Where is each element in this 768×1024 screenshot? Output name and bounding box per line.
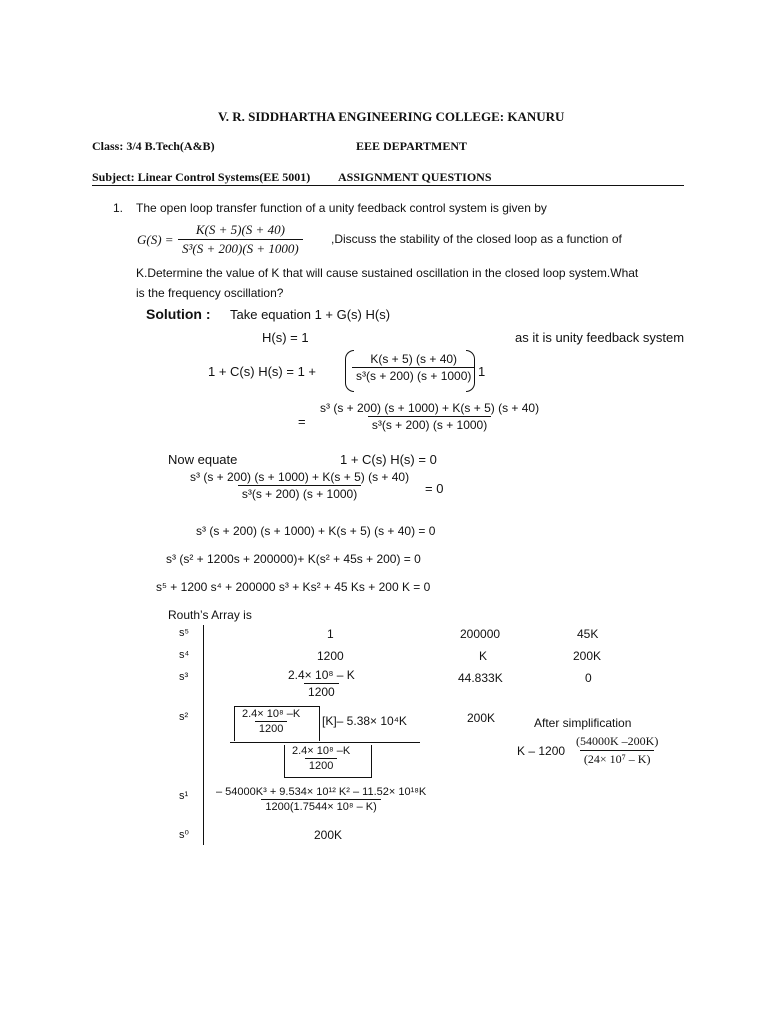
- transfer-function-numerator: K(S + 5)(S + 40): [195, 222, 285, 237]
- hs-note: as it is unity feedback system: [515, 330, 685, 345]
- routh-s2-upper-denominator: 1200: [255, 721, 287, 735]
- solution-take: Take equation 1 + G(s) H(s): [230, 307, 391, 322]
- routh-power-s1: s¹: [179, 790, 189, 802]
- now-equate-label: Now equate: [168, 452, 238, 467]
- routh-power-s3: s³: [179, 671, 189, 683]
- routh-s4-c2: K: [479, 649, 488, 663]
- eq3-rhs: = 0: [425, 481, 444, 496]
- eq1-lhs: 1 + C(s) H(s) = 1 +: [208, 364, 316, 379]
- routh-s5-c3: 45K: [577, 627, 599, 641]
- after-simplification-label: After simplification: [534, 716, 632, 730]
- routh-s2-mid: [K]– 5.38× 10⁴K: [322, 714, 407, 728]
- eq1-numerator: K(s + 5) (s + 40): [370, 352, 458, 366]
- routh-power-s0: s⁰: [179, 829, 189, 841]
- eq2-numerator: s³ (s + 200) (s + 1000) + K(s + 5) (s + 40): [320, 401, 540, 415]
- routh-title: Routh’s Array is: [168, 608, 252, 622]
- k-expression-lhs: K – 1200: [517, 744, 566, 758]
- routh-s3-c1-denominator: 1200: [304, 683, 339, 699]
- eq6: s⁵ + 1200 s⁴ + 200000 s³ + Ks² + 45 Ks + 200 K = 0: [156, 580, 431, 594]
- routh-power-s4: s⁴: [179, 649, 190, 661]
- question-line-1: The open loop transfer function of a unity feedback control system is given by: [136, 201, 547, 215]
- assignment-label: ASSIGNMENT QUESTIONS: [338, 170, 492, 184]
- routh-power-s2: s²: [179, 711, 189, 723]
- routh-s1-denominator: 1200(1.7544× 10⁸ – K): [261, 799, 380, 813]
- eq2-denominator: s³(s + 200) (s + 1000): [368, 416, 491, 432]
- eq1-tail: 1: [478, 364, 486, 379]
- eq5: s³ (s² + 1200s + 200000)+ K(s² + 45s + 200) = 0: [166, 552, 421, 566]
- class-label: Class: 3/4 B.Tech(A&B): [92, 139, 215, 153]
- routh-s2-upper-numerator: 2.4× 10⁸ –K: [242, 708, 301, 720]
- routh-s5-c1: 1: [327, 627, 334, 641]
- eq2-fraction: [316, 401, 543, 432]
- college-title: V. R. SIDDHARTHA ENGINEERING COLLEGE: KANURU: [218, 109, 565, 124]
- routh-s4-c1: 1200: [317, 649, 344, 663]
- eq3-numerator: s³ (s + 200) (s + 1000) + K(s + 5) (s + 40): [190, 470, 410, 484]
- hs-equation: H(s) = 1: [262, 330, 309, 345]
- routh-s2-main-bar: [230, 742, 420, 743]
- routh-vertical-line: [203, 625, 204, 845]
- question-number: 1.: [113, 201, 124, 215]
- routh-s1-numerator: – 54000K³ + 9.534× 10¹² K² – 11.52× 10¹⁸K: [216, 786, 427, 798]
- department-label: EEE DEPARTMENT: [356, 139, 468, 153]
- now-equate-rhs: 1 + C(s) H(s) = 0: [340, 452, 437, 467]
- subject-label: Subject: Linear Control Systems(EE 5001): [92, 170, 311, 184]
- transfer-function-lhs: G(S) =: [137, 232, 174, 247]
- routh-s3-c1: [284, 668, 359, 699]
- routh-s2-lower-denominator: 1200: [305, 758, 337, 772]
- eq4: s³ (s + 200) (s + 1000) + K(s + 5) (s + 40) = 0: [196, 524, 436, 538]
- transfer-function-denominator: S³(S + 200)(S + 1000): [178, 239, 303, 257]
- eq2-equals: =: [298, 414, 306, 429]
- routh-s2-upper-fraction: [238, 708, 304, 735]
- question-line-4: is the frequency oscillation?: [136, 286, 284, 300]
- eq1-fraction: [352, 352, 475, 383]
- routh-s2-lower-fraction: [288, 745, 354, 772]
- eq3-fraction: [186, 470, 413, 501]
- transfer-function-fraction: [178, 222, 303, 257]
- routh-s5-c2: 200000: [460, 627, 501, 641]
- routh-s0-c1: 200K: [314, 828, 343, 842]
- routh-s1-c1: [212, 786, 430, 813]
- routh-s2-lower-numerator: 2.4× 10⁸ –K: [292, 745, 351, 757]
- k-expression-fraction: [572, 734, 662, 767]
- routh-s4-c3: 200K: [573, 649, 602, 663]
- solution-label: Solution :: [146, 306, 211, 322]
- eq1-denominator: s³(s + 200) (s + 1000): [352, 367, 475, 383]
- routh-s3-c3: 0: [585, 671, 592, 685]
- eq3-denominator: s³(s + 200) (s + 1000): [238, 485, 361, 501]
- k-expression-denominator: (24× 10⁷ – K): [580, 750, 655, 767]
- routh-s2-c2: 200K: [467, 711, 496, 725]
- routh-s3-c2: 44.833K: [458, 671, 503, 685]
- question-line-3: K.Determine the value of K that will cause sustained oscillation in the closed loop system.What: [136, 266, 639, 280]
- question-line-2: ,Discuss the stability of the closed loop as a function of: [331, 232, 622, 246]
- header-divider: [92, 185, 684, 186]
- eq1-right-paren: [466, 350, 475, 392]
- k-expression-numerator: (54000K –200K): [576, 734, 659, 748]
- routh-power-s5: s⁵: [179, 627, 190, 639]
- routh-s3-c1-numerator: 2.4× 10⁸ – K: [288, 668, 355, 682]
